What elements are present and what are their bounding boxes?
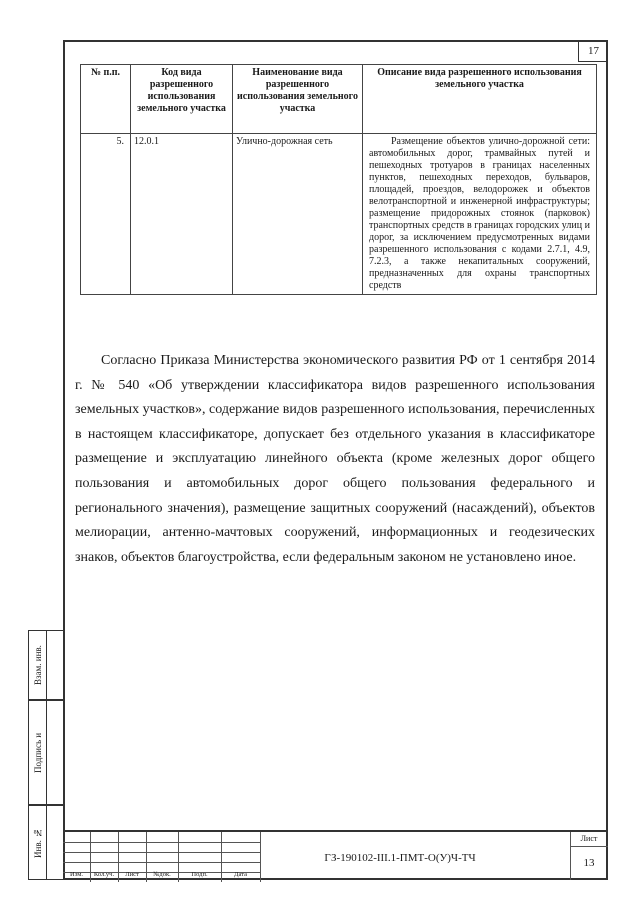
header-name: Наименование вида разрешенного использования земельного участка [233,65,363,134]
tb-label-ndok: №док. [153,871,171,878]
land-use-table [80,64,597,295]
corner-page-number: 17 [578,40,608,62]
table-header-row [81,65,597,134]
body-paragraph: Согласно Приказа Министерства экономического развития РФ от 1 сентября 2014 г. № 540 «Об утверждении классификатора видов разрешенного использования земельных участков», содержание видов разрешенного использования, перечисленных в настоящем классификаторе, допускает без отдельного указания в классификаторе размещение и эксплуатацию линейного объекта (кроме железных дорог общего пользования и автомобильных дорог общего пользования федерального и регионального значения), размещение защитных сооружений (насаждений), объектов мелиорации, антенно-мачтовых сооружений, информационных и геодезических знаков, объектов благоустройства, если федеральным законом не установлено иное. [75,353,595,565]
header-code: Код вида разрешенного использования земельного участка [131,65,233,134]
tb-label-list: Лист [125,871,139,878]
cell-code: 12.0.1 [131,134,233,295]
tb-label-izm: Изм. [70,871,83,878]
side-label-podpis: Подпись и [33,732,43,773]
sheet-label: Лист [580,834,598,843]
tb-label-podp: Подп. [191,871,208,878]
header-description: Описание вида разрешенного использования земельного участка [363,65,597,134]
side-stamp-inv [28,805,63,880]
document-code: ГЗ-190102-III.1-ПМТ-О(У)Ч-ТЧ [324,852,476,864]
tb-label-kol-uch: Кол.уч. [93,871,115,878]
cell-description [363,134,597,295]
tb-label-data: Дата [234,871,247,878]
side-label-inv-no: Инв. № [33,827,43,858]
side-stamp-vzam [28,630,63,700]
cell-name: Улично-дорожная сеть [233,134,363,295]
cell-number: 5. [81,134,131,295]
sheet-number: 13 [583,857,595,869]
side-stamp-podpis [28,700,63,805]
table-row [81,134,597,295]
header-number: № п.п. [81,65,131,134]
side-label-vzam-inv: Взам. инв. [33,645,43,685]
description-text: Размещение объектов улично-дорожной сети: автомобильных дорог, трамвайных путей и пешеходных тротуаров в границах населенных пунктов, пешеходных переходов, бульваров, площадей, проездов, велодорожек и объектов велотранспортной и инженерной инфраструктуры; размещение придорожных стоянок (парковок) транспортных средств в границах городских улиц и дорог, за исключением предусмотренных видами разрешенного использования с кодами 2.7.1, 4.9, 7.2.3, а также некапитальных сооружений, предназначенных для охраны транспортных средств [369,136,590,291]
